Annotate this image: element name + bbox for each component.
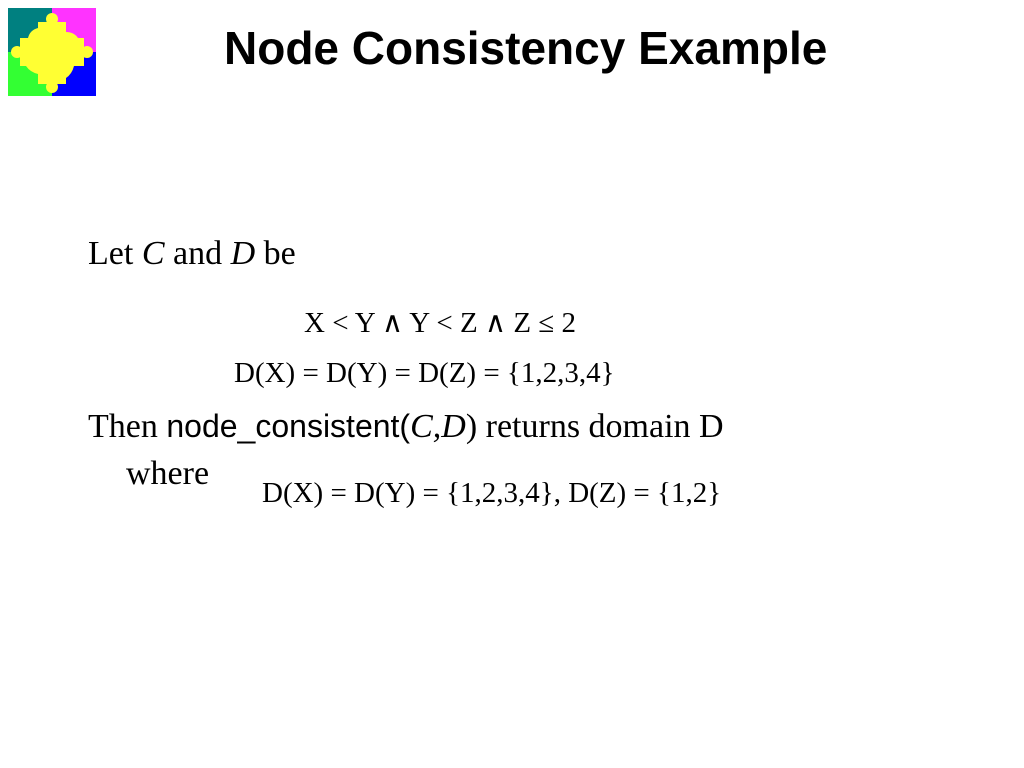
puzzle-icon [8,8,96,96]
intro-be: be [263,235,296,272]
result-domain-equation: D(X) = D(Y) = {1,2,3,4}, D(Z) = {1,2} [262,477,722,509]
function-name: node_consistent [166,408,400,444]
domain-equation: D(X) = D(Y) = D(Z) = {1,2,3,4} [234,357,615,389]
result-then: Then [88,408,158,445]
intro-and: and [173,235,223,272]
intro-d: D [230,235,256,272]
function-args: C,D [410,408,466,445]
intro-line [88,234,296,274]
intro-c: C [141,235,165,272]
result-returns: returns domain D [485,408,724,445]
slide-title: Node Consistency Example [224,22,828,74]
result-where: where [126,455,210,492]
close-paren: ) [465,408,478,445]
open-paren: ( [399,408,411,444]
intro-let: Let [88,235,134,272]
constraint-equation: X < Y ∧ Y < Z ∧ Z ≤ 2 [304,307,577,339]
result-line [88,406,724,447]
